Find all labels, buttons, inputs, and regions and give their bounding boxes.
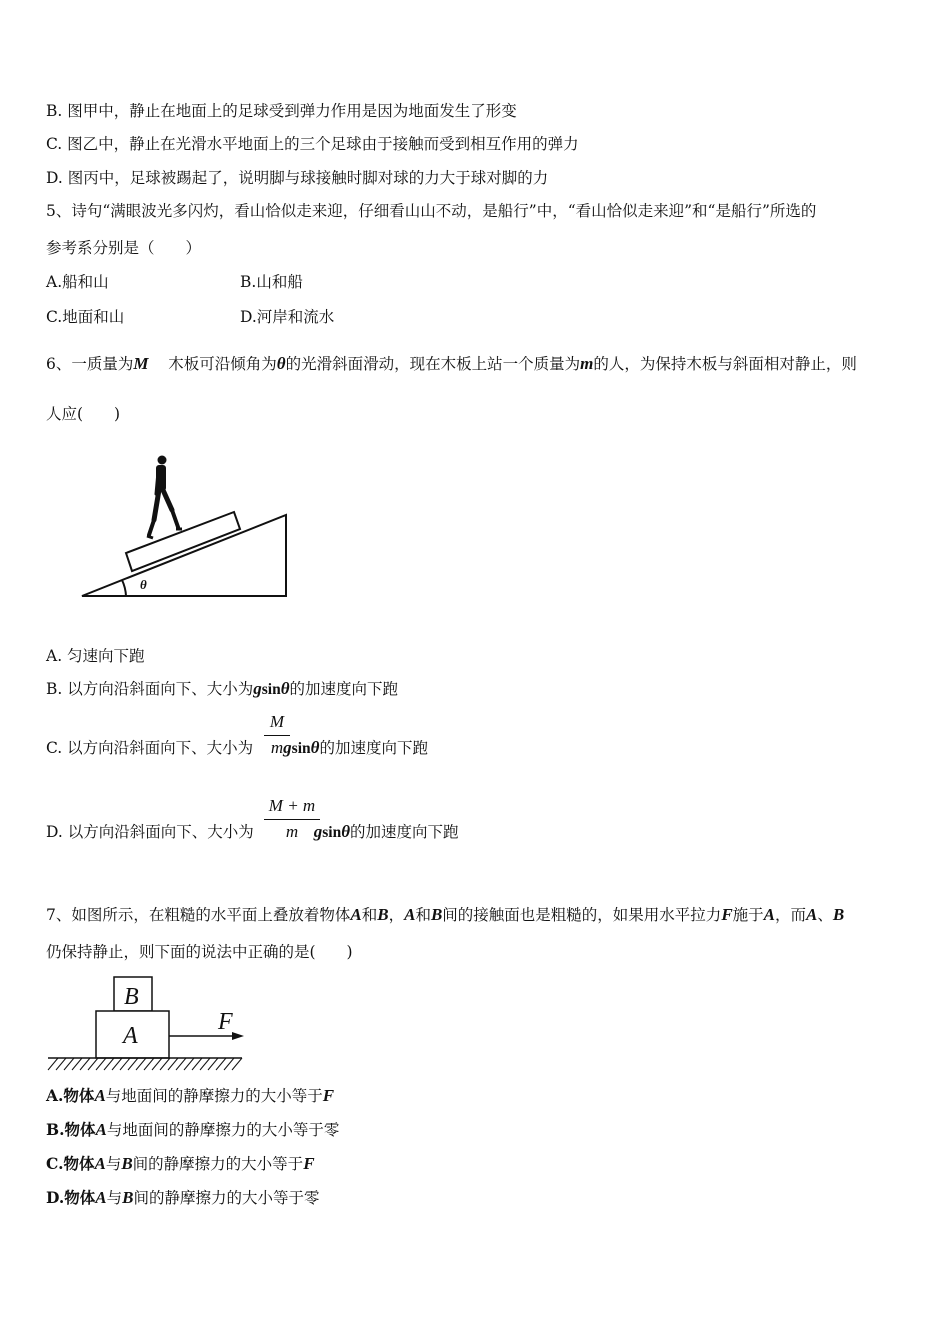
q6-optd-sin: sin xyxy=(322,824,342,841)
q7-optd-text: 间的静摩擦力的大小等于零 xyxy=(133,1189,320,1207)
q6-optb-sin: sin xyxy=(261,681,281,698)
q6-option-c xyxy=(46,738,428,759)
q6-optd-theta: θ xyxy=(341,822,351,841)
q7-option-a xyxy=(46,1086,334,1106)
q7-optc-text: 与 xyxy=(105,1155,122,1173)
q6-optb-text: B. 以方向沿斜面向下、大小为 xyxy=(46,680,254,698)
q6-optd-g: g xyxy=(313,822,323,841)
q7-var-A: A xyxy=(763,905,776,924)
q4-option-c: C. 图乙中，静止在光滑水平地面上的三个足球由于接触而受到相互作用的弹力 xyxy=(46,135,579,153)
q5-stem-line2: 参考系分别是（ ） xyxy=(46,239,202,257)
q6-option-b xyxy=(46,679,398,700)
q7-text: 、 xyxy=(817,906,833,924)
q7-option-b xyxy=(46,1120,339,1140)
angle-label: θ xyxy=(140,577,147,592)
q7-optd-text: 与 xyxy=(106,1189,123,1207)
q7-stem-line2: 仍保持静止，则下面的说法中正确的是( ) xyxy=(46,943,353,961)
q7-var-A: A xyxy=(94,1154,106,1173)
q6-text: 的光滑斜面滑动，现在木板上站一个质量为 xyxy=(285,355,581,373)
q6-var-M: M xyxy=(133,354,149,373)
q6-optc-tail: 的加速度向下跑 xyxy=(319,739,428,757)
q6-optc-sin: sin xyxy=(291,740,311,757)
q7-var-A: A xyxy=(95,1120,107,1139)
q7-var-F: F xyxy=(303,1154,315,1173)
q7-opta-text: 与地面间的静摩擦力的大小等于 xyxy=(105,1087,323,1105)
blocks-figure xyxy=(46,972,248,1076)
q6-optd-numerator: M + m xyxy=(268,796,316,815)
q7-text: 施于 xyxy=(732,906,764,924)
q7-var-A: A xyxy=(404,905,416,924)
q7-var-F: F xyxy=(322,1086,335,1105)
q5-option-a: A.船和山 xyxy=(46,273,109,291)
force-label: F xyxy=(218,1009,233,1035)
q7-var-B: B xyxy=(430,905,443,924)
wooden-board xyxy=(126,512,240,571)
q7-var-A: A xyxy=(94,1086,106,1105)
q6-text: 木板可沿倾角为 xyxy=(168,355,277,373)
ground-hatching xyxy=(48,1058,242,1070)
q7-text: 7、如图所示，在粗糙的水平面上叠放着物体 xyxy=(46,906,351,924)
q7-var-B: B xyxy=(122,1188,134,1207)
q7-var-A: A xyxy=(95,1188,107,1207)
q6-optb-theta: θ xyxy=(280,679,290,698)
force-arrow-head xyxy=(232,1032,244,1040)
q6-optb-g: g xyxy=(253,679,262,698)
q6-optc-g: g xyxy=(283,738,292,757)
q7-opta-text: A.物体 xyxy=(46,1086,95,1105)
q7-var-B: B xyxy=(377,905,389,924)
q7-text: 间的接触面也是粗糙的，如果用水平拉力 xyxy=(442,906,722,924)
q7-var-B: B xyxy=(121,1154,133,1173)
q6-optd-tail: 的加速度向下跑 xyxy=(350,823,459,841)
q7-optc-text: 间的静摩擦力的大小等于 xyxy=(132,1155,304,1173)
q7-option-d xyxy=(46,1188,320,1208)
q7-option-c xyxy=(46,1154,315,1174)
q5-stem-line1: 5、诗句“满眼波光多闪灼，看山恰似走来迎，仔细看山山不动，是船行”中，“看山恰似走来迎”和“是船行”所选的 xyxy=(46,202,817,220)
q7-optb-text: 与地面间的静摩擦力的大小等于零 xyxy=(106,1121,340,1139)
block-A-label: A xyxy=(123,1023,138,1049)
q7-stem-line1 xyxy=(46,905,844,925)
q5-option-d: D.河岸和流水 xyxy=(240,308,335,326)
q5-option-b: B.山和船 xyxy=(240,273,303,291)
q6-var-theta: θ xyxy=(276,354,286,373)
q6-var-m: m xyxy=(580,354,594,373)
q6-optc-numerator: M xyxy=(269,712,285,731)
q6-optd-text: D. 以方向沿斜面向下、大小为 xyxy=(46,823,254,841)
q7-text: ， xyxy=(388,906,405,924)
q7-optd-text: D.物体 xyxy=(46,1188,96,1207)
q6-text: 的人，为保持木板与斜面相对静止，则 xyxy=(593,355,857,373)
q6-optc-theta: θ xyxy=(310,738,320,757)
q6-stem-line2: 人应( ) xyxy=(46,405,121,423)
q6-text: 6、一质量为 xyxy=(46,355,134,373)
q6-option-a: A. 匀速向下跑 xyxy=(46,647,145,665)
q6-optc-text: C. 以方向沿斜面向下、大小为 xyxy=(46,739,254,757)
q6-optd-denominator: m xyxy=(285,822,299,841)
q7-optc-text: C.物体 xyxy=(46,1154,95,1173)
incline-triangle xyxy=(82,515,286,596)
q7-text: 和 xyxy=(361,906,378,924)
q7-var-A: A xyxy=(806,905,818,924)
q7-optb-text: B.物体 xyxy=(46,1120,96,1139)
q6-optb-tail: 的加速度向下跑 xyxy=(289,680,399,698)
q7-text: ，而 xyxy=(775,906,807,924)
q5-option-c: C.地面和山 xyxy=(46,308,125,326)
walking-person xyxy=(147,456,182,539)
block-B-label: B xyxy=(124,984,139,1010)
q6-optc-denominator: m xyxy=(270,738,284,757)
q6-option-d xyxy=(46,822,459,843)
q7-text: 和 xyxy=(415,906,431,924)
q6-stem-line1 xyxy=(46,354,857,374)
q7-var-F: F xyxy=(721,905,733,924)
q7-var-B: B xyxy=(832,905,845,924)
incline-figure xyxy=(78,452,292,602)
angle-arc xyxy=(122,580,126,596)
q4-option-d: D. 图丙中，足球被踢起了，说明脚与球接触时脚对球的力大于球对脚的力 xyxy=(46,169,549,187)
q4-option-b: B. 图甲中，静止在地面上的足球受到弹力作用是因为地面发生了形变 xyxy=(46,102,517,120)
q7-var-A: A xyxy=(350,905,362,924)
